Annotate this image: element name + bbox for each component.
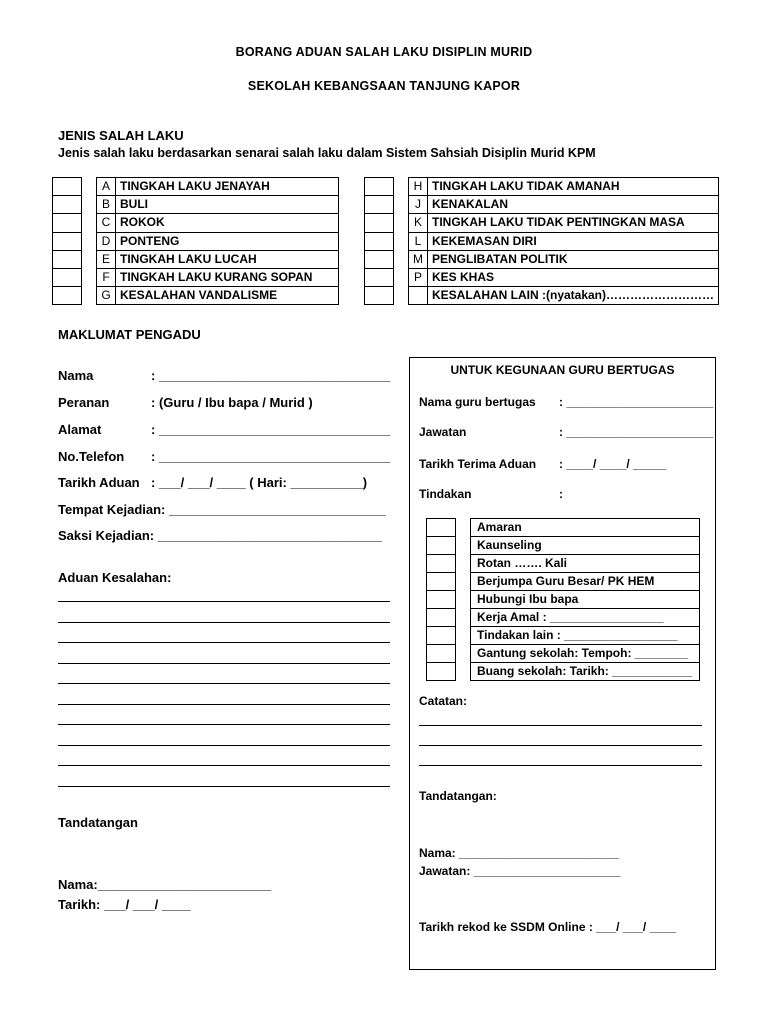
misconduct-code: J [409,196,428,214]
checkbox[interactable] [53,287,82,305]
telefon-field[interactable]: : ________________________________ [151,449,391,464]
aduan-line[interactable] [58,724,390,725]
action-label: Kerja Amal : _________________ [471,609,700,627]
aduan-line[interactable] [58,622,390,623]
misconduct-table-right [364,177,719,305]
spacer [394,287,409,305]
tandatangan-label: Tandatangan [58,815,138,830]
misconduct-row [365,196,719,214]
spacer [82,287,97,305]
alamat-field[interactable]: : ________________________________ [151,422,391,437]
misconduct-row [53,232,339,250]
misconduct-label: KES KHAS [428,268,719,286]
misconduct-row [365,287,719,305]
form-title: BORANG ADUAN SALAH LAKU DISIPLIN MURID [235,45,533,59]
tempat-kejadian-field[interactable]: Tempat Kejadian: ______________________________ [58,502,386,517]
checkbox[interactable] [53,178,82,196]
action-label: Gantung sekolah: Tempoh: ________ [471,645,700,663]
nama-field[interactable]: : ________________________________ [151,368,391,383]
action-row [427,537,700,555]
misconduct-code: H [409,178,428,196]
sign-nama-field[interactable]: Nama:________________________ [58,877,272,892]
action-row [427,609,700,627]
checkbox[interactable] [365,287,394,305]
misconduct-code: A [97,178,116,196]
action-label: Tindakan lain : _________________ [471,627,700,645]
spacer [82,250,97,268]
misconduct-row [365,232,719,250]
spacer [456,663,471,681]
action-checkbox[interactable] [427,573,456,591]
misconduct-row [53,178,339,196]
checkbox[interactable] [53,250,82,268]
misconduct-row [53,268,339,286]
aduan-line[interactable] [58,663,390,664]
misconduct-subheading: Jenis salah laku berdasarkan senarai salah laku dalam Sistem Sahsiah Disiplin Murid KPM [58,146,596,160]
jawatan-field[interactable]: : ______________________ [559,425,714,439]
spacer [82,196,97,214]
spacer [394,178,409,196]
peranan-label: Peranan [58,395,110,410]
action-label: Kaunseling [471,537,700,555]
action-checkbox[interactable] [427,609,456,627]
tindakan-colon: : [559,487,563,501]
misconduct-code: E [97,250,116,268]
catatan-line[interactable] [419,745,702,746]
misconduct-code: G [97,287,116,305]
action-row [427,663,700,681]
misconduct-code: K [409,214,428,232]
sign-tarikh-field[interactable]: Tarikh: ___/ ___/ ____ [58,897,191,912]
misconduct-row [365,178,719,196]
action-row [427,627,700,645]
aduan-line[interactable] [58,765,390,766]
spacer [456,573,471,591]
misconduct-code: D [97,232,116,250]
aduan-line[interactable] [58,704,390,705]
checkbox[interactable] [365,250,394,268]
misconduct-label: KESALAHAN LAIN :(nyatakan)……………………… [428,287,719,305]
checkbox[interactable] [365,268,394,286]
checkbox[interactable] [53,214,82,232]
misconduct-row [365,214,719,232]
spacer [394,196,409,214]
tarikh-aduan-field[interactable]: : ___/ ___/ ____ ( Hari: __________) [151,475,368,490]
spacer [394,250,409,268]
spacer [82,214,97,232]
checkbox[interactable] [365,232,394,250]
peranan-field[interactable]: : (Guru / Ibu bapa / Murid ) [151,395,313,410]
misconduct-label: BULI [116,196,339,214]
aduan-line[interactable] [58,745,390,746]
catatan-line[interactable] [419,725,702,726]
ssdm-record-field[interactable]: Tarikh rekod ke SSDM Online : ___/ ___/ ____ [419,920,677,934]
misconduct-row [53,214,339,232]
catatan-line[interactable] [419,765,702,766]
telefon-label: No.Telefon [58,449,125,464]
misconduct-heading: JENIS SALAH LAKU [58,128,184,143]
misconduct-code: B [97,196,116,214]
jawatan-label: Jawatan [419,425,467,439]
officer-nama-field[interactable]: Nama: ________________________ [419,846,620,860]
tarikh-terima-label: Tarikh Terima Aduan [419,457,537,471]
checkbox[interactable] [53,268,82,286]
officer-heading: UNTUK KEGUNAAN GURU BERTUGAS [450,363,675,377]
action-checkbox[interactable] [427,555,456,573]
misconduct-label: TINGKAH LAKU KURANG SOPAN [116,268,339,286]
misconduct-label: TINGKAH LAKU LUCAH [116,250,339,268]
tarikh-terima-field[interactable]: : ____/ ____/ _____ [559,457,667,471]
misconduct-code: C [97,214,116,232]
action-row [427,573,700,591]
action-row [427,591,700,609]
misconduct-table-left [52,177,339,305]
aduan-line[interactable] [58,786,390,787]
aduan-kesalahan-label: Aduan Kesalahan: [58,570,172,585]
misconduct-label: ROKOK [116,214,339,232]
complainant-heading: MAKLUMAT PENGADU [58,327,201,342]
spacer [456,537,471,555]
action-checkbox[interactable] [427,645,456,663]
action-checkbox[interactable] [427,591,456,609]
misconduct-label: PONTENG [116,232,339,250]
misconduct-code: F [97,268,116,286]
checkbox[interactable] [53,196,82,214]
spacer [456,519,471,537]
misconduct-code: L [409,232,428,250]
spacer [456,591,471,609]
aduan-line[interactable] [58,683,390,684]
officer-jawatan-field[interactable]: Jawatan: ______________________ [419,864,621,878]
spacer [394,232,409,250]
nama-label: Nama [58,368,94,383]
officer-panel [409,357,716,970]
misconduct-row [53,250,339,268]
aduan-line[interactable] [58,642,390,643]
spacer [82,268,97,286]
action-checkbox[interactable] [427,537,456,555]
misconduct-label: TINGKAH LAKU TIDAK AMANAH [428,178,719,196]
action-checkbox[interactable] [427,519,456,537]
tindakan-label: Tindakan [419,487,472,501]
misconduct-row [53,287,339,305]
misconduct-label: TINGKAH LAKU JENAYAH [116,178,339,196]
spacer [456,609,471,627]
spacer [82,178,97,196]
spacer [394,214,409,232]
misconduct-code: M [409,250,428,268]
alamat-label: Alamat [58,422,102,437]
spacer [456,555,471,573]
checkbox[interactable] [365,196,394,214]
action-row [427,555,700,573]
misconduct-code [409,287,428,305]
misconduct-label: PENGLIBATAN POLITIK [428,250,719,268]
catatan-label: Catatan: [419,694,468,708]
action-checkbox[interactable] [427,627,456,645]
action-label: Rotan ……. Kali [471,555,700,573]
misconduct-label: KESALAHAN VANDALISME [116,287,339,305]
action-label: Berjumpa Guru Besar/ PK HEM [471,573,700,591]
action-row [427,519,700,537]
misconduct-label: KENAKALAN [428,196,719,214]
action-checkbox[interactable] [427,663,456,681]
checkbox[interactable] [53,232,82,250]
spacer [456,627,471,645]
action-label: Hubungi Ibu bapa [471,591,700,609]
spacer [82,232,97,250]
spacer [394,268,409,286]
school-name: SEKOLAH KEBANGSAAN TANJUNG KAPOR [247,79,521,93]
action-table [426,518,700,681]
misconduct-label: KEKEMASAN DIRI [428,232,719,250]
misconduct-row [365,268,719,286]
action-label: Amaran [471,519,700,537]
action-label: Buang sekolah: Tarikh: ____________ [471,663,700,681]
nama-guru-field[interactable]: : ______________________ [559,395,714,409]
misconduct-row [53,196,339,214]
aduan-line[interactable] [58,601,390,602]
nama-guru-label: Nama guru bertugas [419,395,536,409]
misconduct-code: P [409,268,428,286]
saksi-kejadian-field[interactable]: Saksi Kejadian: _______________________________ [58,528,382,543]
tarikh-aduan-label: Tarikh Aduan [58,475,140,490]
misconduct-row [365,250,719,268]
spacer [456,645,471,663]
misconduct-label: TINGKAH LAKU TIDAK PENTINGKAN MASA [428,214,719,232]
action-row [427,645,700,663]
officer-tandatangan-label: Tandatangan: [419,789,497,803]
checkbox[interactable] [365,214,394,232]
checkbox[interactable] [365,178,394,196]
